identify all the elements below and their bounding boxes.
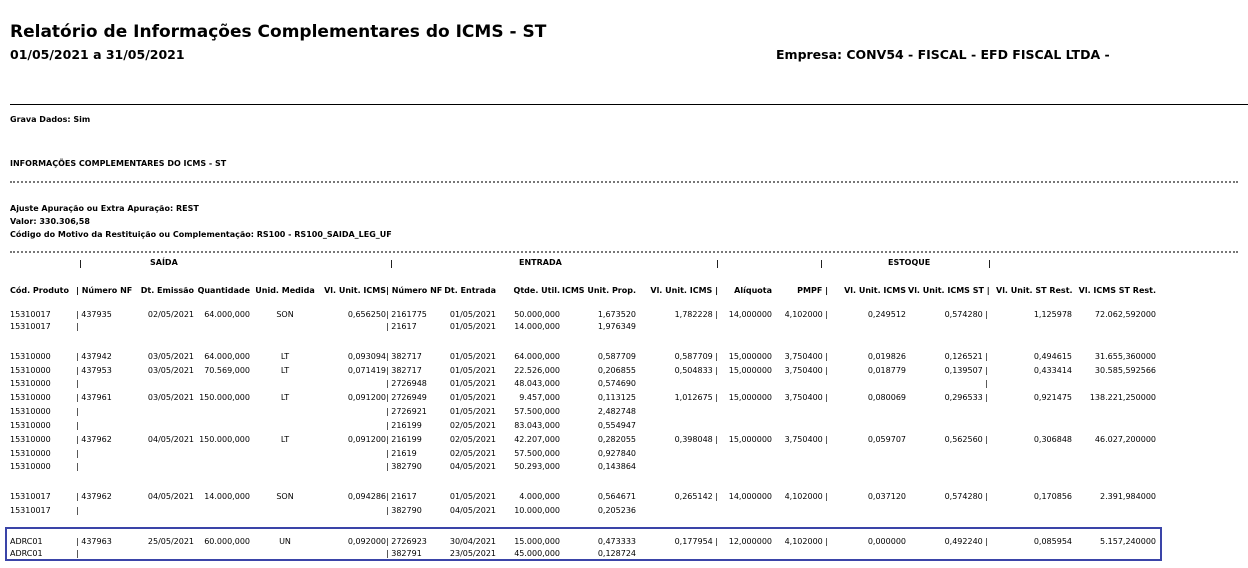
table-cell-icms-unit-prop: 0,206855 <box>597 366 636 375</box>
table-cell-vl-unit-icms: 0,656250 <box>347 310 386 319</box>
table-cell-vl-unit-icms: 0,093094 <box>347 352 386 361</box>
table-cell-qtde-util: 15.000,000 <box>514 537 560 546</box>
table-cell-icms-unit-prop: 0,282055 <box>597 435 636 444</box>
column-header-dt-entrada: Dt. Entrada <box>444 286 496 295</box>
table-cell-vl-unit-icms-entrada: 0,398048 | <box>674 435 718 444</box>
table-cell-pmpf: 4,102000 | <box>784 310 828 319</box>
table-cell-unid-medida: LT <box>280 352 290 361</box>
table-cell-aliquota: 15,000000 <box>728 393 772 402</box>
table-cell-numero-nf-saida: | 437962 <box>76 492 112 501</box>
table-cell-quantidade: 14.000,000 <box>204 492 250 501</box>
table-cell-cod-produto: 15310000 <box>10 393 51 402</box>
table-cell-dt-entrada: 02/05/2021 <box>449 449 496 458</box>
table-cell-dt-emissao: 04/05/2021 <box>147 435 194 444</box>
table-cell-vl-unit-icms-estoque: 0,059707 <box>867 435 906 444</box>
table-cell-dt-emissao: 04/05/2021 <box>147 492 194 501</box>
table-cell-unid-medida: SON <box>276 310 294 319</box>
table-cell-vl-unit-icms-estoque: 0,249512 <box>867 310 906 319</box>
table-cell-aliquota: 15,000000 <box>728 352 772 361</box>
table-cell-qtde-util: 9.457,000 <box>519 393 560 402</box>
table-cell-pmpf: 3,750400 | <box>784 366 828 375</box>
table-cell-quantidade: 64.000,000 <box>204 352 250 361</box>
table-cell-pmpf: 4,102000 | <box>784 492 828 501</box>
table-cell-vl-unit-icms-entrada: 0,504833 | <box>674 366 718 375</box>
group-bar: | <box>79 259 82 268</box>
table-cell-vl-unit-icms-st: 0,139507 | <box>944 366 988 375</box>
table-cell-aliquota: 15,000000 <box>728 435 772 444</box>
table-cell-aliquota: 14,000000 <box>728 492 772 501</box>
group-estoque: ESTOQUE <box>888 258 931 267</box>
table-cell-dt-entrada: 01/05/2021 <box>449 322 496 331</box>
column-header-vl-unit-icms: Vl. Unit. ICMS <box>324 286 386 295</box>
group-entrada: ENTRADA <box>519 258 562 267</box>
table-cell-dt-entrada: 01/05/2021 <box>449 393 496 402</box>
table-cell-dt-entrada: 01/05/2021 <box>449 366 496 375</box>
table-cell-dt-entrada: 01/05/2021 <box>449 407 496 416</box>
table-cell-vl-unit-icms-estoque: 0,019826 <box>867 352 906 361</box>
table-cell-vl-unit-icms: 0,094286 <box>347 492 386 501</box>
table-cell-vl-icms-st-rest: 72.062,592000 <box>1094 310 1156 319</box>
table-cell-icms-unit-prop: 0,574690 <box>597 379 636 388</box>
table-cell-numero-nf-entrada: | 382790 <box>386 462 422 471</box>
table-cell-cod-produto: 15310000 <box>10 421 51 430</box>
table-cell-qtde-util: 57.500,000 <box>514 449 560 458</box>
table-cell-vl-icms-st-rest: 5.157,240000 <box>1100 537 1156 546</box>
selection-highlight <box>5 527 1162 561</box>
dotted-separator <box>10 181 1238 183</box>
column-header-numero-nf-saida: | Número NF <box>76 286 133 295</box>
table-cell-numero-nf-entrada: | 382791 <box>386 549 422 558</box>
table-cell-qtde-util: 42.207,000 <box>514 435 560 444</box>
table-cell-icms-unit-prop: 1,673520 <box>597 310 636 319</box>
table-cell-qtde-util: 10.000,000 <box>514 506 560 515</box>
table-cell-quantidade: 60.000,000 <box>204 537 250 546</box>
column-header-vl-unit-icms-st: Vl. Unit. ICMS ST | <box>908 286 990 295</box>
table-cell-numero-nf-entrada: | 382717 <box>386 366 422 375</box>
table-cell-numero-nf-saida: | <box>76 379 79 388</box>
table-cell-vl-unit-icms-st: 0,574280 | <box>944 492 988 501</box>
table-cell-dt-entrada: 01/05/2021 <box>449 310 496 319</box>
table-cell-unid-medida: LT <box>280 366 290 375</box>
table-cell-numero-nf-entrada: | 2726923 <box>386 537 427 546</box>
table-cell-qtde-util: 4.000,000 <box>519 492 560 501</box>
table-cell-cod-produto: 15310017 <box>10 322 51 331</box>
table-cell-numero-nf-entrada: | 21617 <box>386 492 417 501</box>
table-cell-pmpf: 4,102000 | <box>784 537 828 546</box>
table-cell-vl-unit-st-rest: 0,085954 <box>1033 537 1072 546</box>
table-cell-vl-unit-icms-entrada: 0,587709 | <box>674 352 718 361</box>
table-cell-icms-unit-prop: 0,927840 <box>597 449 636 458</box>
table-cell-vl-unit-icms-entrada: 0,177954 | <box>674 537 718 546</box>
table-cell-quantidade: 150.000,000 <box>199 435 250 444</box>
table-cell-numero-nf-entrada: | 21617 <box>386 322 417 331</box>
table-cell-pmpf: 3,750400 | <box>784 393 828 402</box>
table-cell-numero-nf-entrada: | 216199 <box>386 421 422 430</box>
table-cell-icms-unit-prop: 0,128724 <box>597 549 636 558</box>
table-cell-icms-unit-prop: 0,205236 <box>597 506 636 515</box>
section-title: INFORMAÇÕES COMPLEMENTARES DO ICMS - ST <box>10 159 227 168</box>
table-cell-vl-icms-st-rest: 2.391,984000 <box>1100 492 1156 501</box>
header-rule <box>10 104 1248 105</box>
table-cell-vl-unit-icms: 0,092000 <box>347 537 386 546</box>
table-cell-numero-nf-entrada: | 382717 <box>386 352 422 361</box>
table-cell-qtde-util: 50.293,000 <box>514 462 560 471</box>
table-cell-numero-nf-entrada: | 2726949 <box>386 393 427 402</box>
column-header-qtde-util: Qtde. Util. <box>513 286 560 295</box>
column-header-cod-produto: Cód. Produto <box>10 286 69 295</box>
table-cell-vl-unit-icms-entrada: 0,265142 | <box>674 492 718 501</box>
report-period: 01/05/2021 a 31/05/2021 <box>10 47 185 62</box>
table-cell-numero-nf-saida: | <box>76 407 79 416</box>
table-cell-quantidade: 150.000,000 <box>199 393 250 402</box>
table-cell-icms-unit-prop: 1,976349 <box>597 322 636 331</box>
column-header-dt-emissao: Dt. Emissão <box>140 286 194 295</box>
table-cell-icms-unit-prop: 0,554947 <box>597 421 636 430</box>
column-header-pmpf: PMPF | <box>797 286 828 295</box>
table-cell-vl-icms-st-rest: 138.221,250000 <box>1089 393 1156 402</box>
column-header-vl-unit-st-rest: Vl. Unit. ST Rest. <box>996 286 1073 295</box>
table-cell-numero-nf-saida: | 437961 <box>76 393 112 402</box>
company-name: Empresa: CONV54 - FISCAL - EFD FISCAL LTDA - <box>776 47 1110 62</box>
table-cell-vl-unit-icms-entrada: 1,012675 | <box>674 393 718 402</box>
column-header-numero-nf-entrada: | Número NF <box>386 286 443 295</box>
table-cell-numero-nf-saida: | <box>76 462 79 471</box>
table-cell-vl-unit-icms-estoque: 0,018779 <box>867 366 906 375</box>
table-cell-numero-nf-saida: | 437963 <box>76 537 112 546</box>
table-cell-vl-icms-st-rest: 46.027,200000 <box>1094 435 1156 444</box>
table-cell-cod-produto: 15310000 <box>10 435 51 444</box>
column-header-vl-unit-icms-entrada: Vl. Unit. ICMS | <box>650 286 718 295</box>
column-header-icms-unit-prop: ICMS Unit. Prop. <box>562 286 637 295</box>
table-cell-qtde-util: 64.000,000 <box>514 352 560 361</box>
table-cell-dt-emissao: 02/05/2021 <box>147 310 194 319</box>
table-cell-dt-entrada: 01/05/2021 <box>449 492 496 501</box>
table-cell-dt-entrada: 02/05/2021 <box>449 435 496 444</box>
column-header-aliquota: Alíquota <box>734 286 772 295</box>
table-cell-cod-produto: 15310000 <box>10 407 51 416</box>
table-cell-qtde-util: 50.000,000 <box>514 310 560 319</box>
grava-dados: Grava Dados: Sim <box>10 115 91 124</box>
table-cell-dt-entrada: 30/04/2021 <box>449 537 496 546</box>
table-cell-vl-unit-st-rest: 0,170856 <box>1033 492 1072 501</box>
table-cell-numero-nf-saida: | 437935 <box>76 310 112 319</box>
table-cell-cod-produto: 15310017 <box>10 310 51 319</box>
table-cell-vl-unit-icms-entrada: 1,782228 | <box>674 310 718 319</box>
table-cell-numero-nf-saida: | <box>76 449 79 458</box>
table-cell-numero-nf-saida: | 437942 <box>76 352 112 361</box>
table-cell-qtde-util: 83.043,000 <box>514 421 560 430</box>
table-cell-vl-unit-icms: 0,091200 <box>347 393 386 402</box>
column-header-vl-icms-st-rest: Vl. ICMS ST Rest. <box>1078 286 1156 295</box>
table-cell-numero-nf-saida: | 437953 <box>76 366 112 375</box>
table-cell-unid-medida: SON <box>276 492 294 501</box>
table-cell-vl-unit-st-rest: 0,306848 <box>1033 435 1072 444</box>
table-cell-vl-unit-icms-st: | <box>985 379 988 388</box>
table-cell-icms-unit-prop: 0,473333 <box>597 537 636 546</box>
table-cell-vl-unit-icms-st: 0,296533 | <box>944 393 988 402</box>
table-cell-dt-emissao: 03/05/2021 <box>147 352 194 361</box>
table-cell-cod-produto: 15310017 <box>10 506 51 515</box>
table-cell-qtde-util: 22.526,000 <box>514 366 560 375</box>
table-cell-aliquota: 14,000000 <box>728 310 772 319</box>
table-cell-quantidade: 70.569,000 <box>204 366 250 375</box>
table-cell-pmpf: 3,750400 | <box>784 352 828 361</box>
table-cell-numero-nf-saida: | <box>76 506 79 515</box>
column-header-vl-unit-icms-estoque: Vl. Unit. ICMS <box>844 286 906 295</box>
table-cell-cod-produto: 15310017 <box>10 492 51 501</box>
column-header-unid-medida: Unid. Medida <box>255 286 315 295</box>
table-cell-numero-nf-entrada: | 382790 <box>386 506 422 515</box>
table-cell-vl-unit-icms-st: 0,126521 | <box>944 352 988 361</box>
table-cell-quantidade: 64.000,000 <box>204 310 250 319</box>
table-cell-dt-entrada: 01/05/2021 <box>449 379 496 388</box>
group-bar: | <box>716 259 719 268</box>
table-cell-pmpf: 3,750400 | <box>784 435 828 444</box>
ajuste-apuracao: Ajuste Apuração ou Extra Apuração: REST <box>10 204 199 213</box>
table-cell-qtde-util: 48.043,000 <box>514 379 560 388</box>
table-cell-unid-medida: LT <box>280 393 290 402</box>
group-saida: SAÍDA <box>150 258 178 267</box>
table-cell-numero-nf-saida: | <box>76 421 79 430</box>
table-cell-aliquota: 15,000000 <box>728 366 772 375</box>
table-cell-qtde-util: 57.500,000 <box>514 407 560 416</box>
table-cell-vl-unit-icms-estoque: 0,080069 <box>867 393 906 402</box>
table-cell-dt-emissao: 25/05/2021 <box>147 537 194 546</box>
motivo-restituicao: Código do Motivo da Restituição ou Complementação: RS100 - RS100_SAIDA_LEG_UF <box>10 230 392 239</box>
table-cell-unid-medida: LT <box>280 435 290 444</box>
table-cell-cod-produto: ADRC01 <box>10 549 43 558</box>
dotted-separator <box>10 251 1238 253</box>
table-cell-numero-nf-saida: | <box>76 322 79 331</box>
table-cell-icms-unit-prop: 0,113125 <box>597 393 636 402</box>
table-cell-vl-unit-icms: 0,091200 <box>347 435 386 444</box>
table-cell-dt-entrada: 04/05/2021 <box>449 506 496 515</box>
group-bar: | <box>988 259 991 268</box>
ajuste-valor: Valor: 330.306,58 <box>10 217 90 226</box>
table-cell-cod-produto: ADRC01 <box>10 537 43 546</box>
table-cell-numero-nf-entrada: | 21619 <box>386 449 417 458</box>
table-cell-unid-medida: UN <box>279 537 291 546</box>
table-cell-qtde-util: 14.000,000 <box>514 322 560 331</box>
table-cell-cod-produto: 15310000 <box>10 366 51 375</box>
table-cell-cod-produto: 15310000 <box>10 379 51 388</box>
table-cell-vl-unit-st-rest: 1,125978 <box>1033 310 1072 319</box>
table-cell-dt-entrada: 01/05/2021 <box>449 352 496 361</box>
table-cell-dt-emissao: 03/05/2021 <box>147 393 194 402</box>
table-cell-vl-unit-st-rest: 0,494615 <box>1033 352 1072 361</box>
table-cell-cod-produto: 15310000 <box>10 449 51 458</box>
table-cell-icms-unit-prop: 0,564671 <box>597 492 636 501</box>
table-cell-icms-unit-prop: 2,482748 <box>597 407 636 416</box>
table-cell-icms-unit-prop: 0,143864 <box>597 462 636 471</box>
table-cell-vl-unit-icms-st: 0,492240 | <box>944 537 988 546</box>
group-bar: | <box>390 259 393 268</box>
group-bar: | <box>820 259 823 268</box>
table-cell-numero-nf-entrada: | 2161775 <box>386 310 427 319</box>
table-cell-numero-nf-entrada: | 2726948 <box>386 379 427 388</box>
table-cell-numero-nf-saida: | <box>76 549 79 558</box>
table-cell-vl-unit-icms-st: 0,574280 | <box>944 310 988 319</box>
table-cell-vl-unit-icms-st: 0,562560 | <box>944 435 988 444</box>
table-cell-dt-entrada: 23/05/2021 <box>449 549 496 558</box>
table-cell-vl-unit-st-rest: 0,921475 <box>1033 393 1072 402</box>
table-cell-vl-icms-st-rest: 30.585,592566 <box>1094 366 1156 375</box>
table-cell-cod-produto: 15310000 <box>10 352 51 361</box>
table-cell-vl-unit-icms: 0,071419 <box>347 366 386 375</box>
column-header-quantidade: Quantidade <box>197 286 250 295</box>
table-cell-vl-unit-icms-estoque: 0,037120 <box>867 492 906 501</box>
table-cell-qtde-util: 45.000,000 <box>514 549 560 558</box>
table-cell-numero-nf-saida: | 437962 <box>76 435 112 444</box>
table-cell-vl-unit-st-rest: 0,433414 <box>1033 366 1072 375</box>
table-cell-cod-produto: 15310000 <box>10 462 51 471</box>
table-cell-vl-icms-st-rest: 31.655,360000 <box>1094 352 1156 361</box>
table-cell-numero-nf-entrada: | 2726921 <box>386 407 427 416</box>
table-cell-numero-nf-entrada: | 216199 <box>386 435 422 444</box>
table-cell-dt-emissao: 03/05/2021 <box>147 366 194 375</box>
report-title: Relatório de Informações Complementares do ICMS - ST <box>10 22 547 42</box>
table-cell-aliquota: 12,000000 <box>728 537 772 546</box>
table-cell-dt-entrada: 02/05/2021 <box>449 421 496 430</box>
table-cell-dt-entrada: 04/05/2021 <box>449 462 496 471</box>
table-cell-icms-unit-prop: 0,587709 <box>597 352 636 361</box>
table-cell-vl-unit-icms-estoque: 0,000000 <box>867 537 906 546</box>
